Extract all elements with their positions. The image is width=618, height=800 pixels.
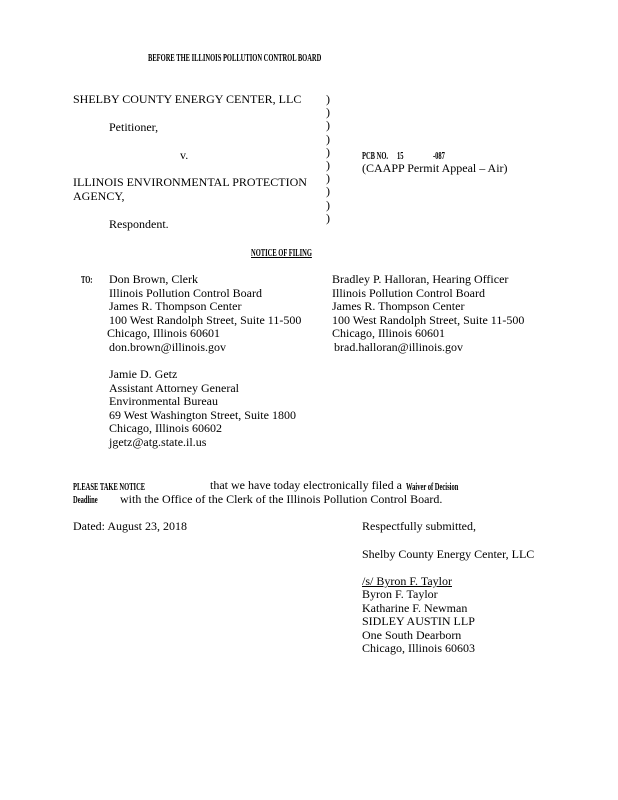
- paren: ): [326, 92, 330, 106]
- paren: ): [326, 184, 330, 199]
- respondent-name-line2: AGENCY,: [73, 189, 125, 203]
- recipient-line: Don Brown, Clerk: [109, 272, 198, 286]
- closing: Respectfully submitted,: [362, 519, 476, 533]
- caption-parenthesis-column: [326, 93, 330, 225]
- signature-block: [362, 588, 475, 656]
- pcb-year: 15: [397, 151, 404, 162]
- respondent-name-line1: ILLINOIS ENVIRONMENTAL PROTECTION: [73, 175, 307, 189]
- document-heading: BEFORE THE ILLINOIS POLLUTION CONTROL BOARD: [148, 53, 322, 64]
- to-label: TO:: [81, 275, 93, 286]
- recipient-line: Chicago, Illinois 60601: [332, 326, 445, 340]
- notice-text-2: with the Office of the Clerk of the Illinois Pollution Control Board.: [120, 492, 443, 506]
- notice-document-name-cont: Deadline: [73, 495, 98, 506]
- notice-title: NOTICE OF FILING: [251, 248, 312, 259]
- recipient-attorney-general: [109, 368, 296, 449]
- recipient-email: brad.halloran@illinois.gov: [334, 339, 464, 354]
- paren: ): [326, 197, 330, 212]
- notice-text-1: that we have today electronically filed a: [210, 478, 402, 492]
- recipient-line: James R. Thompson Center: [109, 299, 242, 313]
- recipient-line: 69 West Washington Street, Suite 1800: [109, 407, 296, 422]
- signer-line: Byron F. Taylor: [362, 587, 438, 601]
- recipient-line: James R. Thompson Center: [332, 299, 465, 313]
- paren: ): [326, 171, 330, 186]
- recipient-email: don.brown@illinois.gov: [109, 339, 227, 354]
- paren: ): [326, 131, 330, 146]
- recipient-line: 100 West Randolph Street, Suite 11-500: [332, 312, 525, 327]
- recipient-hearing-officer: [332, 273, 524, 354]
- recipient-line: Illinois Pollution Control Board: [332, 285, 486, 300]
- dated-line: Dated: August 23, 2018: [73, 519, 187, 533]
- recipient-line: Environmental Bureau: [109, 394, 218, 408]
- recipient-line: Bradley P. Halloran, Hearing Officer: [332, 272, 509, 286]
- petitioner-name: SHELBY COUNTY ENERGY CENTER, LLC: [73, 92, 302, 106]
- recipient-clerk: [109, 273, 301, 354]
- notice-document-name: Waiver of Decision: [406, 482, 459, 493]
- respondent-role: Respondent.: [109, 217, 169, 231]
- recipient-line: Chicago, Illinois 60602: [109, 421, 222, 435]
- pcb-label: PCB NO.: [362, 151, 389, 162]
- paren: ): [326, 105, 330, 120]
- paren: ): [326, 144, 330, 159]
- recipient-line: 100 West Randolph Street, Suite 11-500: [109, 312, 302, 327]
- firm-name: SIDLEY AUSTIN LLP: [362, 614, 475, 628]
- signer-line: Katharine F. Newman: [362, 600, 468, 615]
- paren: ): [326, 210, 330, 225]
- electronic-signature: /s/ Byron F. Taylor: [362, 574, 452, 588]
- paren: ): [326, 118, 330, 133]
- recipient-line: Chicago, Illinois 60601: [107, 326, 220, 340]
- paren: ): [326, 158, 330, 173]
- firm-address: One South Dearborn: [362, 627, 462, 642]
- signing-party: Shelby County Energy Center, LLC: [362, 547, 535, 561]
- petitioner-role: Petitioner,: [109, 120, 159, 134]
- recipient-email: jgetz@atg.state.il.us: [109, 434, 207, 449]
- recipient-line: Jamie D. Getz: [109, 367, 178, 381]
- notice-lead: PLEASE TAKE NOTICE: [73, 482, 146, 493]
- pcb-number: -087: [433, 151, 445, 162]
- firm-city: Chicago, Illinois 60603: [362, 641, 475, 655]
- recipient-line: Illinois Pollution Control Board: [109, 285, 263, 300]
- case-type: (CAAPP Permit Appeal – Air): [362, 161, 508, 175]
- versus: v.: [180, 148, 189, 162]
- recipient-line: Assistant Attorney General: [109, 380, 239, 395]
